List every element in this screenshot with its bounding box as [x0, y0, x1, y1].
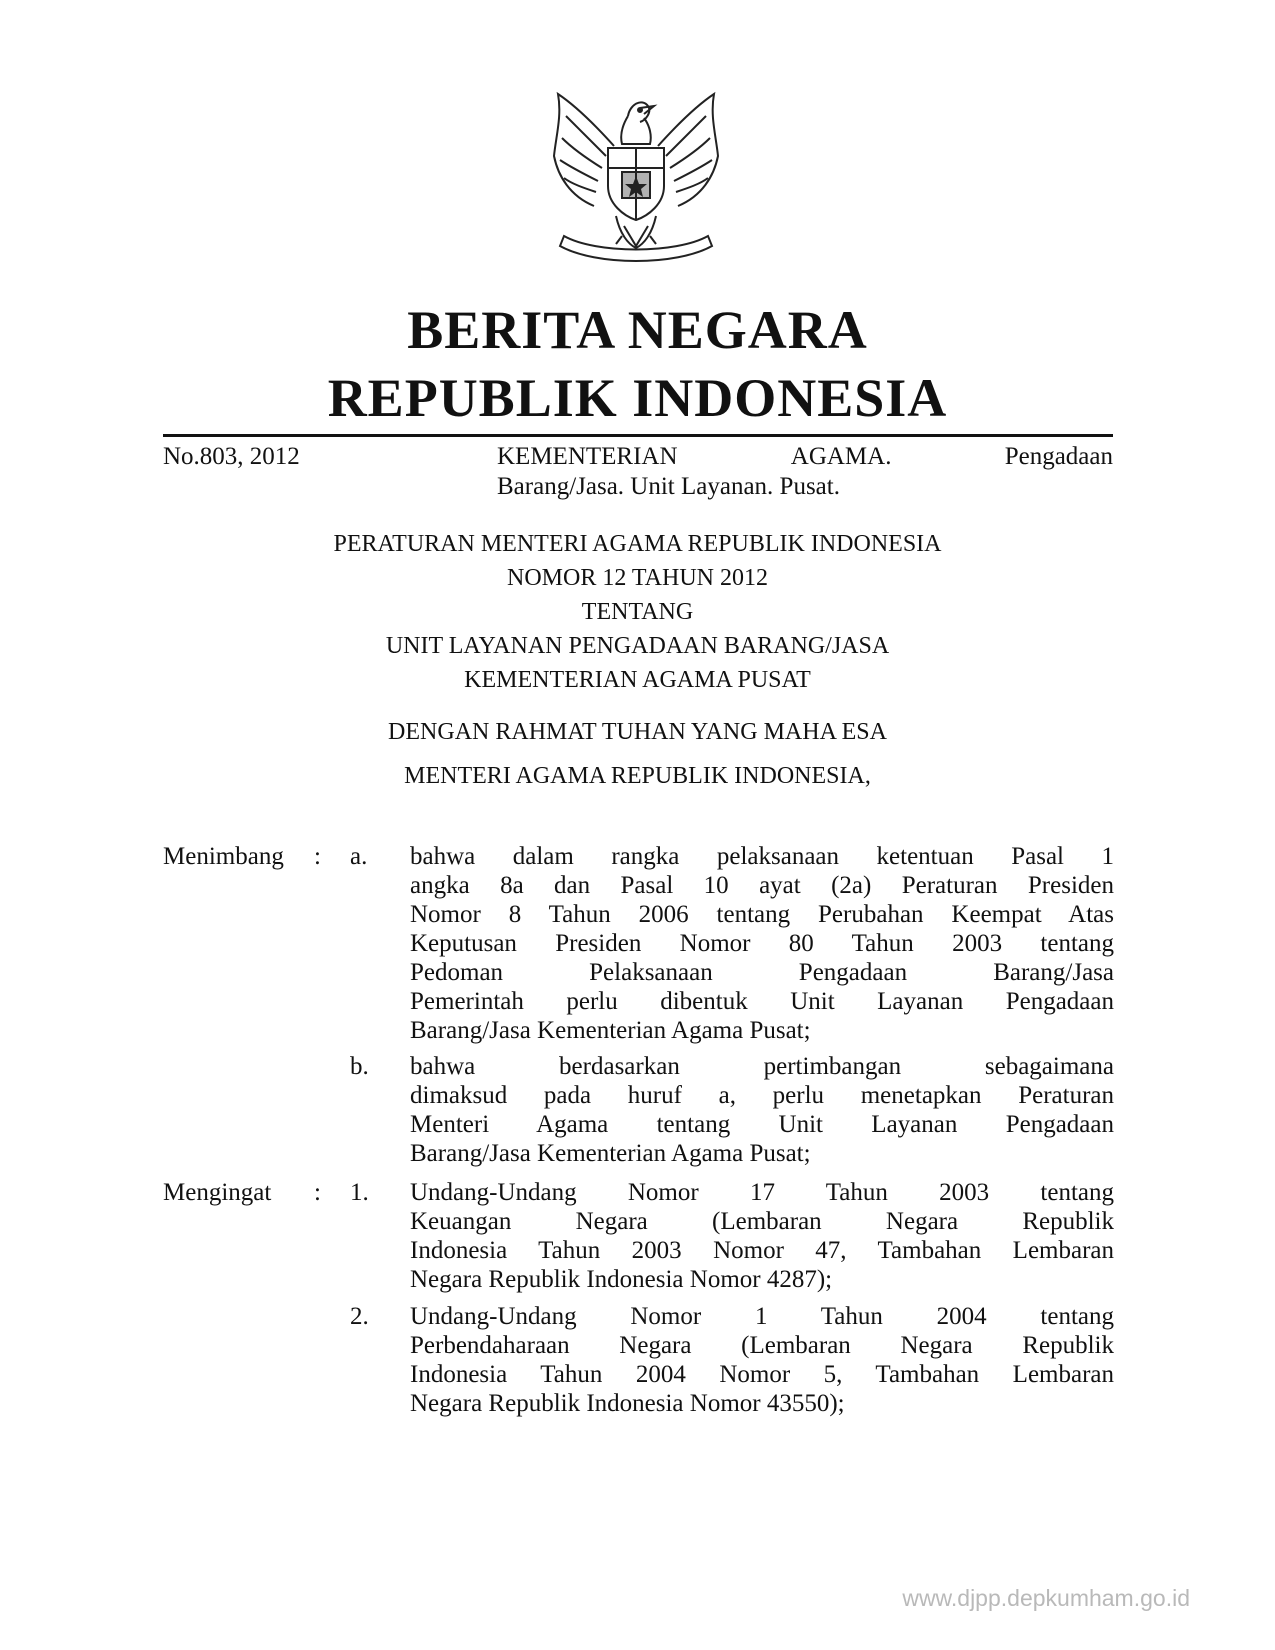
- gazette-subject-line1: [497, 442, 1113, 472]
- text-line: Keputusan Presiden Nomor 80 Tahun 2003 tentang: [410, 930, 1114, 957]
- issuer: MENTERI AGAMA REPUBLIK INDONESIA,: [404, 763, 871, 789]
- text-line: Indonesia Tahun 2003 Nomor 47, Tambahan Lembaran: [410, 1237, 1114, 1264]
- garuda-emblem-icon: [536, 86, 736, 276]
- masthead-title-line1: BERITA NEGARA: [407, 300, 868, 360]
- text-line: dimaksud pada huruf a, perlu menetapkan Peraturan: [410, 1082, 1114, 1109]
- text-line: Menteri Agama tentang Unit Layanan Pengadaan: [410, 1111, 1114, 1138]
- mengingat-colon: :: [314, 1179, 321, 1206]
- text-line: Indonesia Tahun 2004 Nomor 5, Tambahan Lembaran: [410, 1361, 1114, 1388]
- regulation-subject-line2: KEMENTERIAN AGAMA PUSAT: [464, 667, 811, 693]
- masthead-divider: [163, 434, 1113, 437]
- text-line: Pemerintah perlu dibentuk Unit Layanan Pengadaan: [410, 988, 1114, 1015]
- text-line: Keuangan Negara (Lembaran Negara Republik: [410, 1208, 1114, 1235]
- regulation-number: NOMOR 12 TAHUN 2012: [507, 565, 768, 591]
- text-line: Barang/Jasa Kementerian Agama Pusat;: [410, 1140, 811, 1167]
- text-line: Negara Republik Indonesia Nomor 4287);: [410, 1266, 833, 1293]
- text-line: Negara Republik Indonesia Nomor 43550);: [410, 1390, 845, 1417]
- menimbang-colon: :: [314, 843, 321, 870]
- menimbang-item-a: [410, 842, 1114, 1045]
- gazette-number: No.803, 2012: [163, 443, 300, 470]
- mengingat-item-2: [410, 1302, 1114, 1418]
- list-marker: a.: [350, 843, 368, 870]
- text-line: Barang/Jasa Kementerian Agama Pusat;: [410, 1017, 811, 1044]
- text-line: Undang-Undang Nomor 17 Tahun 2003 tentang: [410, 1179, 1114, 1206]
- mengingat-label: Mengingat: [163, 1179, 272, 1206]
- subject-word: KEMENTERIAN: [497, 443, 678, 470]
- text-line: angka 8a dan Pasal 10 ayat (2a) Peraturan Presiden: [410, 872, 1114, 899]
- list-marker: 1.: [350, 1179, 369, 1206]
- subject-word: Pengadaan: [1004, 443, 1113, 470]
- text-line: Perbendaharaan Negara (Lembaran Negara Republik: [410, 1332, 1114, 1359]
- text-line: bahwa dalam rangka pelaksanaan ketentuan Pasal 1: [410, 843, 1114, 870]
- subject-word: AGAMA.: [790, 443, 892, 470]
- text-line: bahwa berdasarkan pertimbangan sebagaimana: [410, 1053, 1114, 1080]
- regulation-title: PERATURAN MENTERI AGAMA REPUBLIK INDONESIA: [333, 531, 942, 557]
- list-marker: b.: [350, 1053, 369, 1080]
- gazette-subject-line2: Barang/Jasa. Unit Layanan. Pusat.: [497, 473, 840, 500]
- regulation-subject-line1: UNIT LAYANAN PENGADAAN BARANG/JASA: [385, 633, 890, 659]
- footer-url-link[interactable]: www.djpp.depkumham.go.id: [902, 1585, 1190, 1611]
- text-line: Pedoman Pelaksanaan Pengadaan Barang/Jasa: [410, 959, 1114, 986]
- menimbang-item-b: [410, 1052, 1114, 1168]
- menimbang-label: Menimbang: [163, 843, 284, 870]
- gazette-subject: [497, 442, 1113, 502]
- masthead-title-line2: REPUBLIK INDONESIA: [327, 368, 948, 428]
- text-line: Nomor 8 Tahun 2006 tentang Perubahan Keempat Atas: [410, 901, 1114, 928]
- invocation: DENGAN RAHMAT TUHAN YANG MAHA ESA: [388, 719, 887, 745]
- list-marker: 2.: [350, 1303, 369, 1330]
- regulation-tentang: TENTANG: [581, 599, 694, 625]
- text-line: Undang-Undang Nomor 1 Tahun 2004 tentang: [410, 1303, 1114, 1330]
- mengingat-item-1: [410, 1178, 1114, 1294]
